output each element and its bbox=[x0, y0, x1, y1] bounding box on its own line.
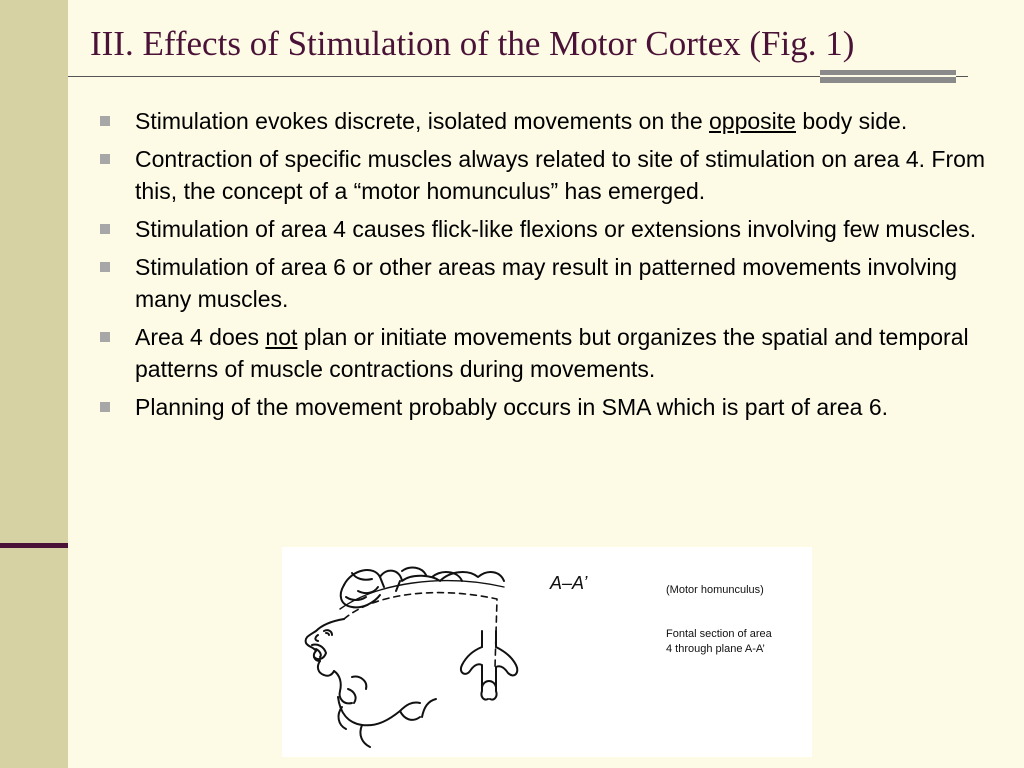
bullet-item bbox=[98, 213, 1010, 245]
figure-caption-line: 4 through plane A-A’ bbox=[666, 643, 765, 655]
figure-caption bbox=[666, 627, 806, 657]
bullet-text: Stimulation of area 4 causes flick-like flexions or extensions involving few muscles. bbox=[135, 216, 977, 242]
square-bullet-icon bbox=[100, 332, 110, 342]
bullet-text: plan or initiate movements but organizes the spatial and temporal patterns of muscle contractions during movements. bbox=[135, 324, 969, 382]
plane-label: A–A’ bbox=[550, 573, 588, 593]
bullet-item bbox=[98, 105, 1010, 137]
bullet-item bbox=[98, 251, 1010, 315]
bullet-text: Area 4 does bbox=[135, 324, 266, 350]
bullet-emphasis: opposite bbox=[709, 108, 796, 134]
bullet-item bbox=[98, 391, 1010, 423]
figure-caption-title: (Motor homunculus) bbox=[666, 584, 764, 596]
bullet-text: Contraction of specific muscles always related to site of stimulation on area 4. From this, the concept of a “motor homunculus” has emerged. bbox=[135, 146, 986, 204]
bullet-text: Stimulation evokes discrete, isolated movements on the bbox=[135, 108, 710, 134]
square-bullet-icon bbox=[100, 224, 110, 234]
left-decorative-band bbox=[0, 0, 68, 768]
bullet-text: body side. bbox=[795, 108, 908, 134]
square-bullet-icon bbox=[100, 402, 110, 412]
figure-caption-line: Fontal section of area bbox=[666, 628, 772, 640]
bullet-text: Planning of the movement probably occurs in SMA which is part of area 6. bbox=[135, 394, 889, 420]
left-band-accent-line bbox=[0, 543, 68, 548]
title-accent-bar bbox=[820, 70, 956, 83]
bullet-text: Stimulation of area 6 or other areas may result in patterned movements involving many muscles. bbox=[135, 254, 958, 312]
square-bullet-icon bbox=[100, 116, 110, 126]
slide-title: III. Effects of Stimulation of the Motor Cortex (Fig. 1) bbox=[90, 24, 855, 63]
bullet-list bbox=[98, 105, 1010, 429]
bullet-emphasis: not bbox=[265, 324, 298, 350]
square-bullet-icon bbox=[100, 262, 110, 272]
bullet-item bbox=[98, 321, 1010, 385]
bullet-item bbox=[98, 143, 1010, 207]
motor-homunculus-figure bbox=[282, 547, 812, 757]
homunculus-drawing bbox=[282, 547, 542, 757]
square-bullet-icon bbox=[100, 154, 110, 164]
